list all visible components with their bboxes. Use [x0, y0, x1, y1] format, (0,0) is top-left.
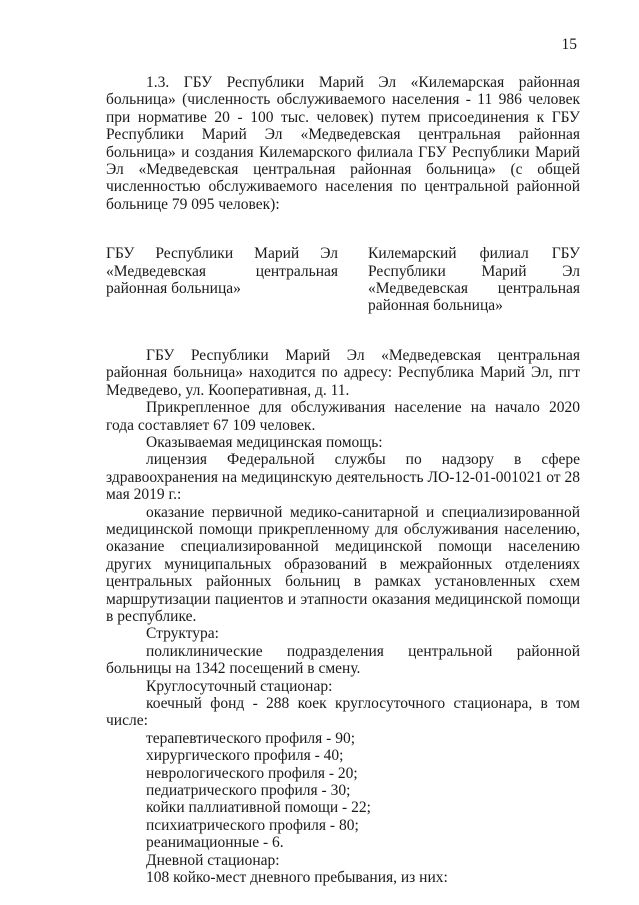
profile-item: терапевтического профиля - 90; [146, 729, 356, 747]
profile-item: педиатрического профиля - 30; [146, 782, 351, 800]
scheme-main-hospital: ГБУ Республики Марий Эл «Медведевская центральная районная больница» [106, 245, 338, 298]
hospital-heading: Круглосуточный стационар: [146, 677, 333, 695]
spacer [106, 213, 580, 245]
document-body [106, 74, 580, 886]
care-heading: Оказываемая медицинская помощь: [146, 433, 383, 451]
address-paragraph: ГБУ Республики Марий Эл «Медведевская центральная районная больница» находится по адресу: Республика Марий Эл, пгт Медведево, ул. Кооперативная, д. 11. [106, 346, 580, 399]
care-description: оказание первичной медико-санитарной и специализированной медицинской помощи прикрепленному для обслуживания населению, оказание специализированной медицинской помощи населению других муниципальных образований в межрайонных отделениях центральных районных больниц в рамках установленных схем маршрутизации пациентов и этапности оказания медицинской помощи в республике. [106, 503, 580, 625]
day-hospital-heading: Дневной стационар: [146, 851, 280, 869]
beds-paragraph: коечный фонд - 288 коек круглосуточного стационара, в том числе: [106, 695, 580, 730]
profile-item: хирургического профиля - 40; [146, 747, 344, 765]
scheme-branch: Килемарский филиал ГБУ Республики Марий Эл «Медведевская центральная районная больница» [368, 245, 580, 315]
profile-item: неврологического профиля - 20; [146, 764, 358, 782]
profile-item: койки паллиативной помощи - 22; [146, 799, 371, 817]
population-paragraph: Прикрепленное для обслуживания население на начало 2020 года составляет 67 109 человек. [106, 399, 580, 434]
polyclinic-paragraph: поликлинические подразделения центральной районной больницы на 1342 посещений в смену. [106, 642, 580, 678]
reorganization-scheme [106, 245, 580, 315]
profile-item: реанимационные - 6. [146, 834, 284, 852]
page-number: 15 [561, 36, 577, 53]
day-beds-paragraph: 108 койко-мест дневного пребывания, из них: [146, 869, 448, 887]
spacer [106, 315, 580, 347]
license-paragraph: лицензия Федеральной службы по надзору в сфере здравоохранения на медицинскую деятельность ЛО-12-01-001021 от 28 мая 2019 г.: [106, 451, 580, 504]
profile-item: психиатрического профиля - 80; [146, 816, 359, 834]
structure-heading: Структура: [146, 625, 219, 643]
section-1-3: 1.3. ГБУ Республики Марий Эл «Килемарская районная больница» (численность обслуживаемого населения - 11 986 человек при нормативе 20 - 100 тыс. человек) путем присоединения к ГБУ Республики Марий Эл «Медведевская центральная районная больница» и создания Килемарского филиала ГБУ Республики Марий Эл «Медведевская центральная районная больница» (с общей численностью обслуживаемого населения по центральной районной больнице 79 095 человек): [106, 74, 580, 213]
